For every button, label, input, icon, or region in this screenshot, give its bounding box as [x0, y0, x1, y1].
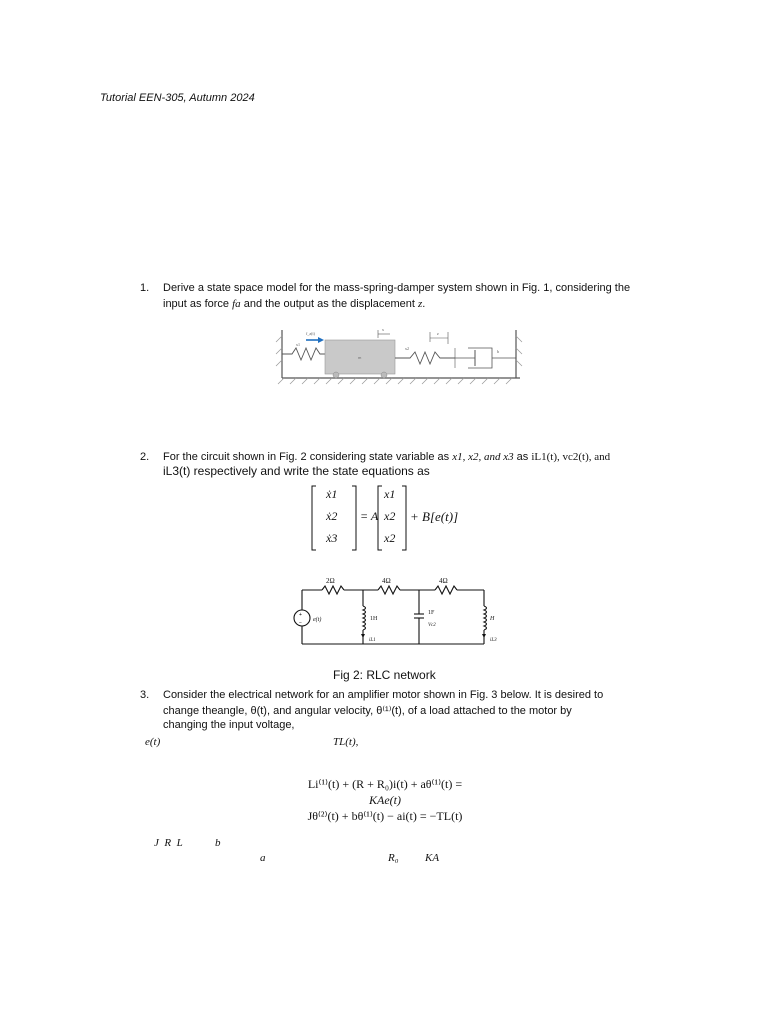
- q3-params-jrl: J R L: [154, 837, 183, 849]
- q1-z: z: [418, 298, 423, 310]
- q2-line1: [163, 449, 683, 465]
- q3-number: 3.: [140, 689, 150, 701]
- lhs-x1dot: ẋ1: [326, 487, 338, 501]
- q3-line1: Consider the electrical network for an amplifier motor shown in Fig. 3 below. It is desired to: [163, 689, 604, 701]
- document-header: Tutorial EEN-305, Autumn 2024: [100, 92, 255, 104]
- q2-line1-pre: For the circuit shown in Fig. 2 considering state variable as: [163, 451, 453, 463]
- il1-arrow-icon: [361, 634, 365, 638]
- q3-eq1-line2: KAe(t): [369, 793, 401, 807]
- source-label: e(t): [313, 617, 322, 623]
- l3-label: H: [490, 616, 495, 622]
- x-label: x: [382, 327, 384, 332]
- q1-line2: [163, 296, 683, 312]
- q1-number: 1.: [140, 282, 150, 294]
- q1-text: [163, 280, 683, 312]
- spring-left: [282, 348, 325, 360]
- state-equation: [310, 484, 490, 552]
- q3-line2: change theangle, θ(t), and angular velocity, θ⁽¹⁾(t), of a load attached to the motor by: [163, 705, 572, 717]
- q2-line2: iL3(t) respectively and write the state equations as: [163, 464, 430, 478]
- il3-arrow-icon: [482, 634, 486, 638]
- fig2-caption: Fig 2: RLC network: [333, 668, 436, 682]
- eq-A: = A: [360, 509, 379, 523]
- q1-line2-pre: input as force: [163, 298, 233, 310]
- x1-label: x1: [296, 342, 300, 347]
- r3-label: 4Ω: [439, 577, 448, 585]
- fig2-rlc-circuit: [290, 574, 500, 649]
- x2-label: x2: [405, 346, 409, 351]
- r1-label: 2Ω: [326, 577, 335, 585]
- il1-label: iL1: [369, 638, 376, 643]
- q3-eq2: Jθ⁽²⁾(t) + bθ⁽¹⁾(t) − ai(t) = −TL(t): [307, 809, 463, 823]
- q3-param-r0: R₀: [388, 852, 399, 864]
- q2-line1-as: as: [513, 451, 532, 463]
- il3-label: iL3: [490, 638, 497, 643]
- lhs-x3dot: ẋ3: [326, 531, 338, 545]
- q3-torque-tl: TL(t),: [333, 736, 359, 748]
- r2-label: 4Ω: [382, 577, 391, 585]
- q1-line2-end: .: [422, 298, 426, 310]
- mass-label: m: [358, 355, 362, 360]
- force-label: f_a(t): [306, 331, 315, 336]
- source-minus-icon: −: [299, 620, 302, 626]
- q1-line2-mid: and the output as the displacement: [240, 298, 418, 310]
- q1-fa: fa: [232, 298, 241, 310]
- c-label: 1F: [428, 610, 435, 616]
- rhs-x3: x2: [384, 531, 396, 545]
- force-arrow-icon: [318, 337, 324, 343]
- q3-param-ka: KA: [425, 852, 440, 864]
- q3-text: [163, 687, 683, 731]
- source-plus-icon: +: [299, 612, 302, 618]
- q2-text: [163, 449, 683, 477]
- q1-line1: Derive a state space model for the mass-spring-damper system shown in Fig. 1, considering the: [163, 282, 631, 294]
- vc-label: Vc2: [428, 623, 436, 628]
- spring-right: [395, 352, 455, 364]
- q3-param-b: b: [215, 837, 221, 849]
- fig1-mass-spring-damper: [270, 326, 525, 386]
- q3-line3: changing the input voltage,: [163, 719, 295, 731]
- q2-states: iL1(t), vc2(t), and: [531, 451, 611, 463]
- q2-vars: x1, x2, and x3: [452, 451, 514, 463]
- lhs-x2dot: ẋ2: [326, 509, 338, 523]
- rhs-x1: x1: [384, 487, 396, 501]
- plus-B-term: + B[e(t)]: [410, 509, 459, 524]
- q3-eq1-line1: Li⁽¹⁾(t) + (R + R₀)i(t) + aθ⁽¹⁾(t) =: [307, 777, 463, 791]
- q2-number: 2.: [140, 451, 150, 463]
- q3-param-a: a: [260, 852, 266, 864]
- q3-input-et: e(t): [145, 736, 161, 748]
- z-label: z: [437, 331, 439, 336]
- rhs-x2: x2: [384, 509, 396, 523]
- b-label: b: [497, 349, 499, 354]
- l1-label: 1H: [370, 616, 378, 622]
